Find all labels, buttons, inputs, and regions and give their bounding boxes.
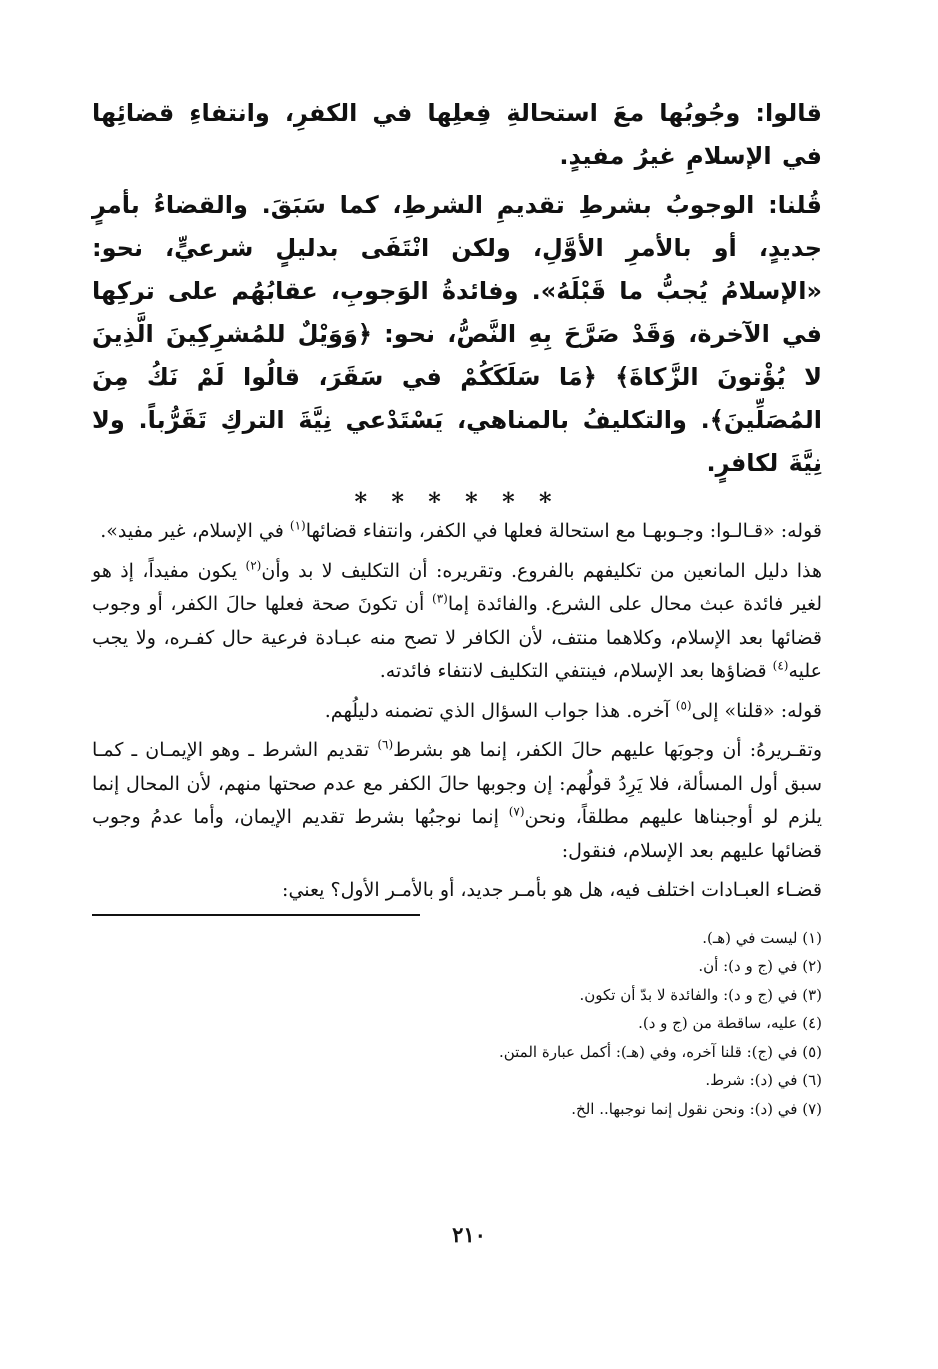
sharh-text: في الإسلام، غير مفيد». <box>100 520 290 542</box>
footnote-3: (٣) في (ج و د): والفائدة لا بدّ أن تكون. <box>579 985 822 1004</box>
footnote-ref-6[interactable]: (٦) <box>377 737 394 752</box>
footnote-7: (٧) في (د): ونحن نقول إنما نوجبها.. الخ. <box>571 1099 822 1118</box>
sharh-paragraph-3 <box>92 695 822 729</box>
matn-paragraph-reply: قُلنا: الوجوبُ بشرطِ تقديمِ الشرطِ، كما سَبَقَ. والقضاءُ بأمرٍ جديدٍ، أو بالأمرِ الأوَّلِ، ولكن انْتَفَى بدليلٍ شرعيٍّ، نحو: «الإسلامُ يُجبُّ ما قَبْلَهُ». وفائدةُ الوَجوبِ، عقابُهُم على تركِها في الآخرة، وَقَدْ صَرَّحَ بِهِ النَّصُّ، نحو: ﴿وَوَيْلٌ للمُشرِكِينَ الَّذِينَ لا يُؤْتونَ الزَّكاةَ﴾ ﴿مَا سَلَكَكُمْ في سَقَرَ، قالُوا لَمْ نَكُ مِنَ المُصَلِّينَ﴾. والتكليفُ بالمناهي، يَسْتَدْعي نِيَّةَ التركِ تَقَرُّباً. ولا نِيَّةَ لكافرٍ. <box>92 191 822 477</box>
sharh-text: يكون مفيداً، إذ هو لغير فائدة عبث محال على الشرع. والفائدة إما <box>92 559 822 615</box>
sharh-text: هذا دليل المانعين من تكليفهم بالفروع. وتقريره: أن التكليف لا بد وأن <box>261 559 822 582</box>
sharh-text: وتقـريرهُ: أن وجوبَها عليهم حالَ الكفر، إنما هو بشرط <box>393 739 822 761</box>
sharh-text: قوله: «قـالـوا: وجـوبهـا مع استحالة فعلها في الكفر، وانتفاء قضائها <box>305 520 822 542</box>
footnote-ref-5[interactable]: (٥) <box>675 698 692 713</box>
sharh-text: أن تكونَ صحة فعلها حالَ الكفر، أو وجوب قضائها بعد الإسلام، وكلاهما منتف، لأن الكافر لا تصح منه عبـادة فرعية حال كفـره، ولا يجب عليه <box>92 593 822 682</box>
footnote-ref-1[interactable]: (١) <box>289 518 306 533</box>
sharh-text: قوله: «قلنا» إلى <box>691 699 822 722</box>
footnotes-list <box>92 924 822 1124</box>
sharh-paragraph-2 <box>92 555 822 689</box>
footnote-1: (١) ليست في (هـ). <box>702 928 822 947</box>
sharh-paragraph-5: قضـاء العبـادات اختلف فيه، هل هو بأمـر جديد، أو بالأمـر الأول؟ يعني: <box>282 879 822 901</box>
footnote-5: (٥) في (ج): قلنا آخره، وفي (هـ): أكمل عبارة المتن. <box>498 1042 822 1061</box>
footnote-6: (٦) في (د): شرط. <box>705 1071 822 1089</box>
page-number: ٢١٠ <box>452 1222 486 1247</box>
footnote-ref-2[interactable]: (٢) <box>245 558 262 573</box>
sharh-paragraph-1 <box>92 515 822 549</box>
footnote-2: (٢) في (ج و د): أن. <box>698 957 822 975</box>
sharh-text: إنما نوجبُها بشرط تقديم الإيمان، وأما عدمُ وجوب قضائها عليهم بعد الإسلام، فنقول: <box>92 806 822 862</box>
footnote-ref-3[interactable]: (٣) <box>432 591 448 606</box>
sharh-text: قضاؤها بعد الإسلام، فينتفي التكليف لانتفاء فائدته. <box>379 660 773 682</box>
footnote-4: (٤) عليه، ساقطة من (ج و د). <box>638 1014 822 1032</box>
section-divider-stars: * * * * * * <box>354 487 560 516</box>
footnote-ref-7[interactable]: (٧) <box>508 804 525 819</box>
sharh-text: تقديم الشرط ـ وهو الإيمـان ـ كمـا سبق أول المسألة، فلا يَرِدُ قولُهم: إن وجوبها حالَ الكفر مع عدم صحتها منهم، لأن المحال إنما يلزم لو أوجبناها عليهم مطلقاً، ونحن <box>92 739 823 828</box>
footnote-separator <box>92 914 420 916</box>
footnote-ref-4[interactable]: (٤) <box>772 658 789 673</box>
sharh-text: آخره. هذا جواب السؤال الذي تضمنه دليلُهم. <box>324 699 676 722</box>
sharh-paragraph-4 <box>92 734 822 868</box>
matn-paragraph-objection: قالوا: وجُوبُها معَ استحالةِ فِعلِها في الكفرِ، وانتفاءِ قضائِها في الإسلامِ غيرُ مفيدٍ. <box>92 99 822 170</box>
